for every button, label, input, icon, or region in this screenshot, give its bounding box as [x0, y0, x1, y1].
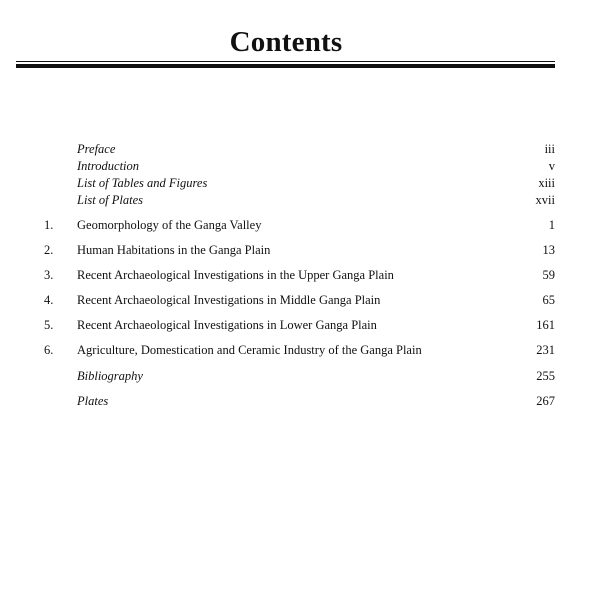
page-title: Contents: [229, 26, 343, 58]
chapter-number: 3.: [44, 268, 54, 282]
entry-page: 1: [548, 218, 555, 232]
entry-label: Recent Archaeological Investigations in Middle Ganga Plain: [77, 293, 381, 307]
entry-label: Preface: [77, 142, 116, 156]
entry-page: xvii: [535, 193, 555, 207]
entry-label: Agriculture, Domestication and Ceramic Industry of the Ganga Plain: [77, 343, 422, 357]
entry-label: Bibliography: [77, 369, 143, 383]
toc-entry-list-of-plates[interactable]: [0, 192, 600, 208]
toc-entry-introduction[interactable]: [0, 158, 600, 174]
toc-chapter-4[interactable]: [0, 292, 600, 308]
entry-label: List of Tables and Figures: [77, 176, 208, 190]
toc-entry-plates[interactable]: [0, 393, 600, 409]
entry-page: 59: [542, 268, 555, 282]
toc-chapter-2[interactable]: [0, 242, 600, 258]
entry-label: List of Plates: [77, 193, 143, 207]
chapter-number: 5.: [44, 318, 54, 332]
entry-label: Recent Archaeological Investigations in Lower Ganga Plain: [77, 318, 377, 332]
chapter-number: 1.: [44, 218, 54, 232]
title-rule-thin: [16, 61, 555, 62]
entry-page: v: [548, 159, 555, 173]
toc-entry-bibliography[interactable]: [0, 368, 600, 384]
toc-chapter-1[interactable]: [0, 217, 600, 233]
chapter-number: 2.: [44, 243, 54, 257]
title-rule-thick: [16, 64, 555, 68]
toc-entry-preface[interactable]: [0, 141, 600, 157]
entry-page: 255: [536, 369, 555, 383]
entry-page: 13: [542, 243, 555, 257]
entry-label: Plates: [77, 394, 109, 408]
entry-page: iii: [544, 142, 555, 156]
entry-page: 161: [536, 318, 555, 332]
toc-chapter-3[interactable]: [0, 267, 600, 283]
chapter-number: 4.: [44, 293, 54, 307]
entry-page: 231: [536, 343, 555, 357]
toc-entry-list-of-tables[interactable]: [0, 175, 600, 191]
entry-label: Human Habitations in the Ganga Plain: [77, 243, 271, 257]
entry-label: Introduction: [77, 159, 140, 173]
entry-label: Recent Archaeological Investigations in the Upper Ganga Plain: [77, 268, 394, 282]
toc-chapter-5[interactable]: [0, 317, 600, 333]
toc-chapter-6[interactable]: [0, 342, 600, 358]
chapter-number: 6.: [44, 343, 54, 357]
entry-page: 267: [536, 394, 555, 408]
entry-page: xiii: [538, 176, 555, 190]
entry-page: 65: [542, 293, 555, 307]
entry-label: Geomorphology of the Ganga Valley: [77, 218, 262, 232]
